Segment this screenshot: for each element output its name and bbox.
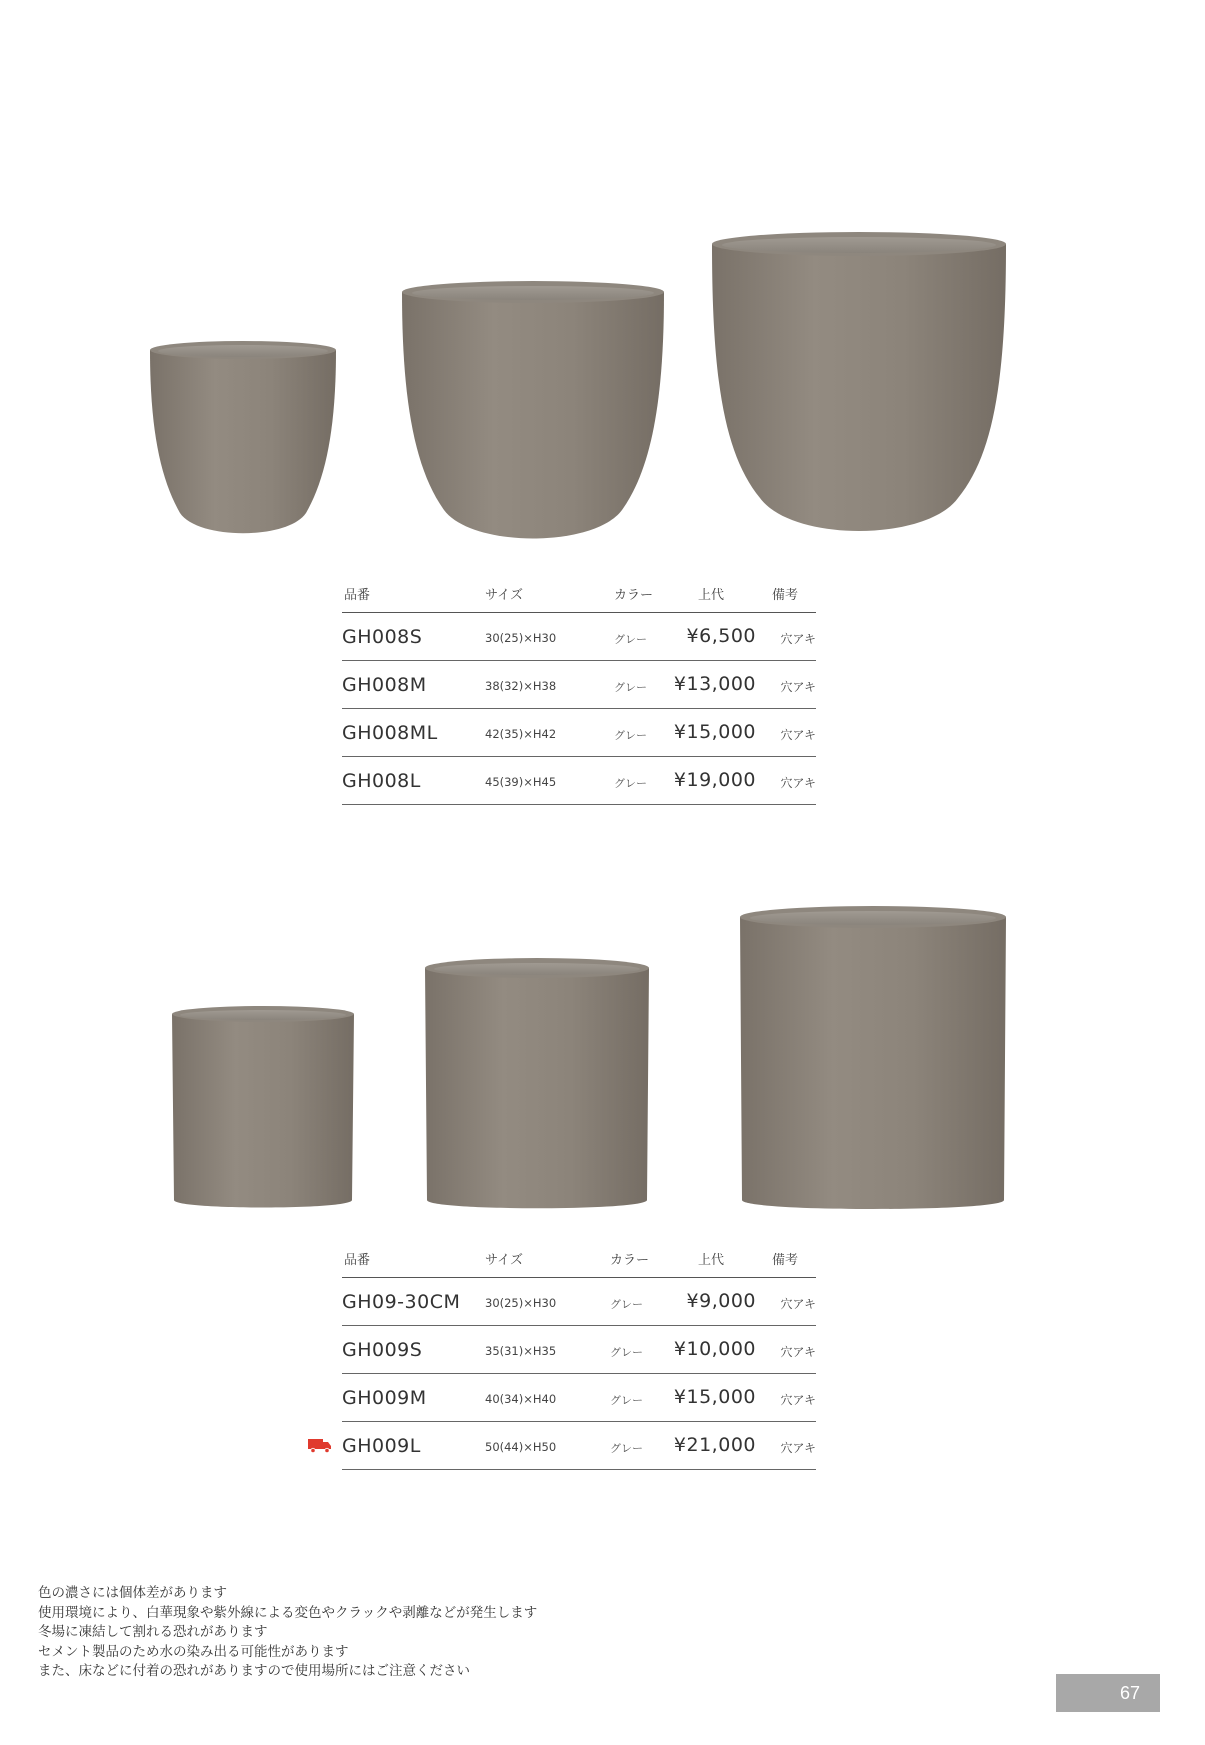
product-note: 穴アキ [780,1441,816,1455]
product-size: 30(25)×H30 [485,1296,557,1310]
product-note: 穴アキ [780,728,816,742]
header-code: 品番 [344,1253,371,1268]
product-size: 42(35)×H42 [485,727,557,741]
product-price: ¥9,000 [686,1290,756,1312]
note-line: 色の濃さには個体差があります [38,1585,227,1601]
header-color: カラー [610,1253,650,1268]
table-row [342,613,816,661]
care-notes [38,1584,537,1682]
product-code: GH009S [342,1339,423,1361]
product-note: 穴アキ [780,1393,816,1407]
note-line: セメント製品のため水の染み出る可能性があります [38,1643,349,1660]
table-row [342,709,816,757]
header-note: 備考 [772,1253,799,1268]
page-number: 67 [1056,1674,1160,1712]
spec-table-header [342,1235,816,1278]
product-price: ¥19,000 [673,769,756,791]
table-row [342,1422,816,1470]
table-row [342,757,816,805]
note-line: 使用環境により、白華現象や紫外線による変色やクラックや剥離などが発生します [38,1604,538,1621]
product-code: GH008L [342,770,421,792]
pot-image-gh008s [146,338,340,548]
product-size: 45(39)×H45 [485,775,557,789]
spec-table-gh008 [342,570,816,805]
product-color: グレー [610,1442,643,1455]
product-price: ¥10,000 [673,1338,756,1360]
spec-table-gh009 [342,1235,816,1470]
header-note: 備考 [772,588,799,603]
product-note: 穴アキ [780,632,816,646]
product-price: ¥13,000 [673,673,756,695]
header-color: カラー [614,588,654,603]
product-code: GH008S [342,626,423,648]
note-line: また、床などに付着の恐れがありますので使用場所にはご注意ください [38,1663,470,1679]
product-size: 30(25)×H30 [485,631,557,645]
product-color: グレー [614,633,647,646]
note-line: 冬場に凍結して割れる恐れがあります [38,1624,268,1640]
product-price: ¥15,000 [673,1386,756,1408]
product-code: GH09-30CM [342,1291,461,1313]
product-note: 穴アキ [780,1345,816,1359]
product-color: グレー [614,777,647,790]
pot-image-gh008l [708,228,1010,548]
product-note: 穴アキ [780,776,816,790]
product-color: グレー [610,1394,643,1407]
pot-image-gh09-30cm [168,1004,358,1214]
header-size: サイズ [485,1253,523,1268]
truck-icon [308,1438,332,1453]
product-price: ¥15,000 [673,721,756,743]
header-price: 上代 [698,1253,725,1268]
product-color: グレー [614,729,647,742]
product-price: ¥6,500 [686,625,756,647]
product-note: 穴アキ [780,1297,816,1311]
product-code: GH009M [342,1387,427,1409]
product-size: 40(34)×H40 [485,1392,557,1406]
product-color: グレー [610,1298,643,1311]
header-code: 品番 [344,588,371,603]
product-note: 穴アキ [780,680,816,694]
product-size: 35(31)×H35 [485,1344,557,1358]
header-size: サイズ [485,588,523,603]
pot-image-gh009s [421,956,653,1214]
product-color: グレー [614,681,647,694]
product-code: GH008M [342,674,427,696]
table-row [342,1326,816,1374]
product-code: GH009L [342,1435,421,1457]
table-row [342,1374,816,1422]
spec-table-header [342,570,816,613]
pot-image-gh008m [398,278,668,553]
table-row [342,1278,816,1326]
product-size: 50(44)×H50 [485,1440,557,1454]
product-price: ¥21,000 [673,1434,756,1456]
product-size: 38(32)×H38 [485,679,557,693]
pot-image-gh009m [736,904,1010,1214]
product-color: グレー [610,1346,643,1359]
table-row [342,661,816,709]
product-code: GH008ML [342,722,438,744]
header-price: 上代 [698,588,725,603]
